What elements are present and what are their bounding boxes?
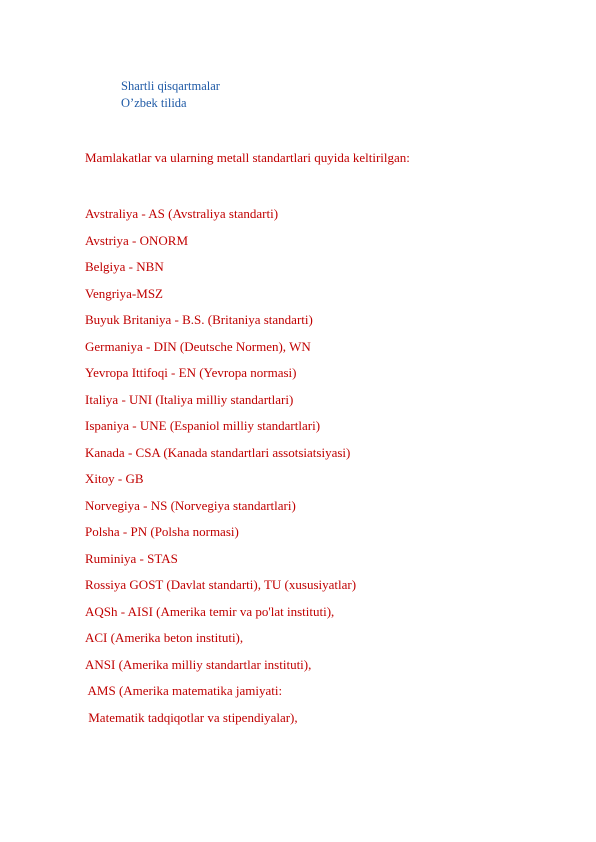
list-item: Avstraliya - AS (Avstraliya standarti) xyxy=(85,206,279,221)
list-item: Buyuk Britaniya - B.S. (Britaniya standarti) xyxy=(85,312,313,327)
list-item: Vengriya-MSZ xyxy=(85,285,163,301)
list-item: Ruminiya - STAS xyxy=(85,550,178,566)
list-item: Kanada - CSA (Kanada standartlari assotsiatsiyasi) xyxy=(85,444,351,460)
list-item: Italiya - UNI (Italiya milliy standartlari) xyxy=(85,391,294,407)
list-item: Belgiya - NBN xyxy=(85,259,164,274)
list-item: Matematik tadqiqotlar va stipendiyalar), xyxy=(85,709,298,725)
list-item: Rossiya GOST (Davlat standarti), TU (xususiyatlar) xyxy=(85,577,357,592)
heading-block xyxy=(121,78,220,112)
list-item: Ispaniya - UNE (Espaniol milliy standartlari) xyxy=(85,418,321,433)
list-item: Avstriya - ONORM xyxy=(85,232,189,248)
list-item: Norvegiya - NS (Norvegiya standartlari) xyxy=(85,497,296,513)
list-item: Polsha - PN (Polsha normasi) xyxy=(85,524,239,539)
standards-list xyxy=(85,206,356,736)
list-item: AQSh - AISI (Amerika temir va po'lat instituti), xyxy=(85,603,335,619)
list-item: Germaniya - DIN (Deutsche Normen), WN xyxy=(85,338,311,354)
list-item: AMS (Amerika matematika jamiyati: xyxy=(85,683,283,698)
heading-subtitle: O’zbek tilida xyxy=(121,96,187,110)
heading-title: Shartli qisqartmalar xyxy=(121,79,220,93)
intro-text: Mamlakatlar va ularning metall standartlari quyida keltirilgan: xyxy=(85,150,410,165)
list-item: Yevropa Ittifoqi - EN (Yevropa normasi) xyxy=(85,365,297,380)
list-item: ACI (Amerika beton instituti), xyxy=(85,630,244,645)
list-item: ANSI (Amerika milliy standartlar instituti), xyxy=(85,656,312,672)
list-item: Xitoy - GB xyxy=(85,471,144,486)
